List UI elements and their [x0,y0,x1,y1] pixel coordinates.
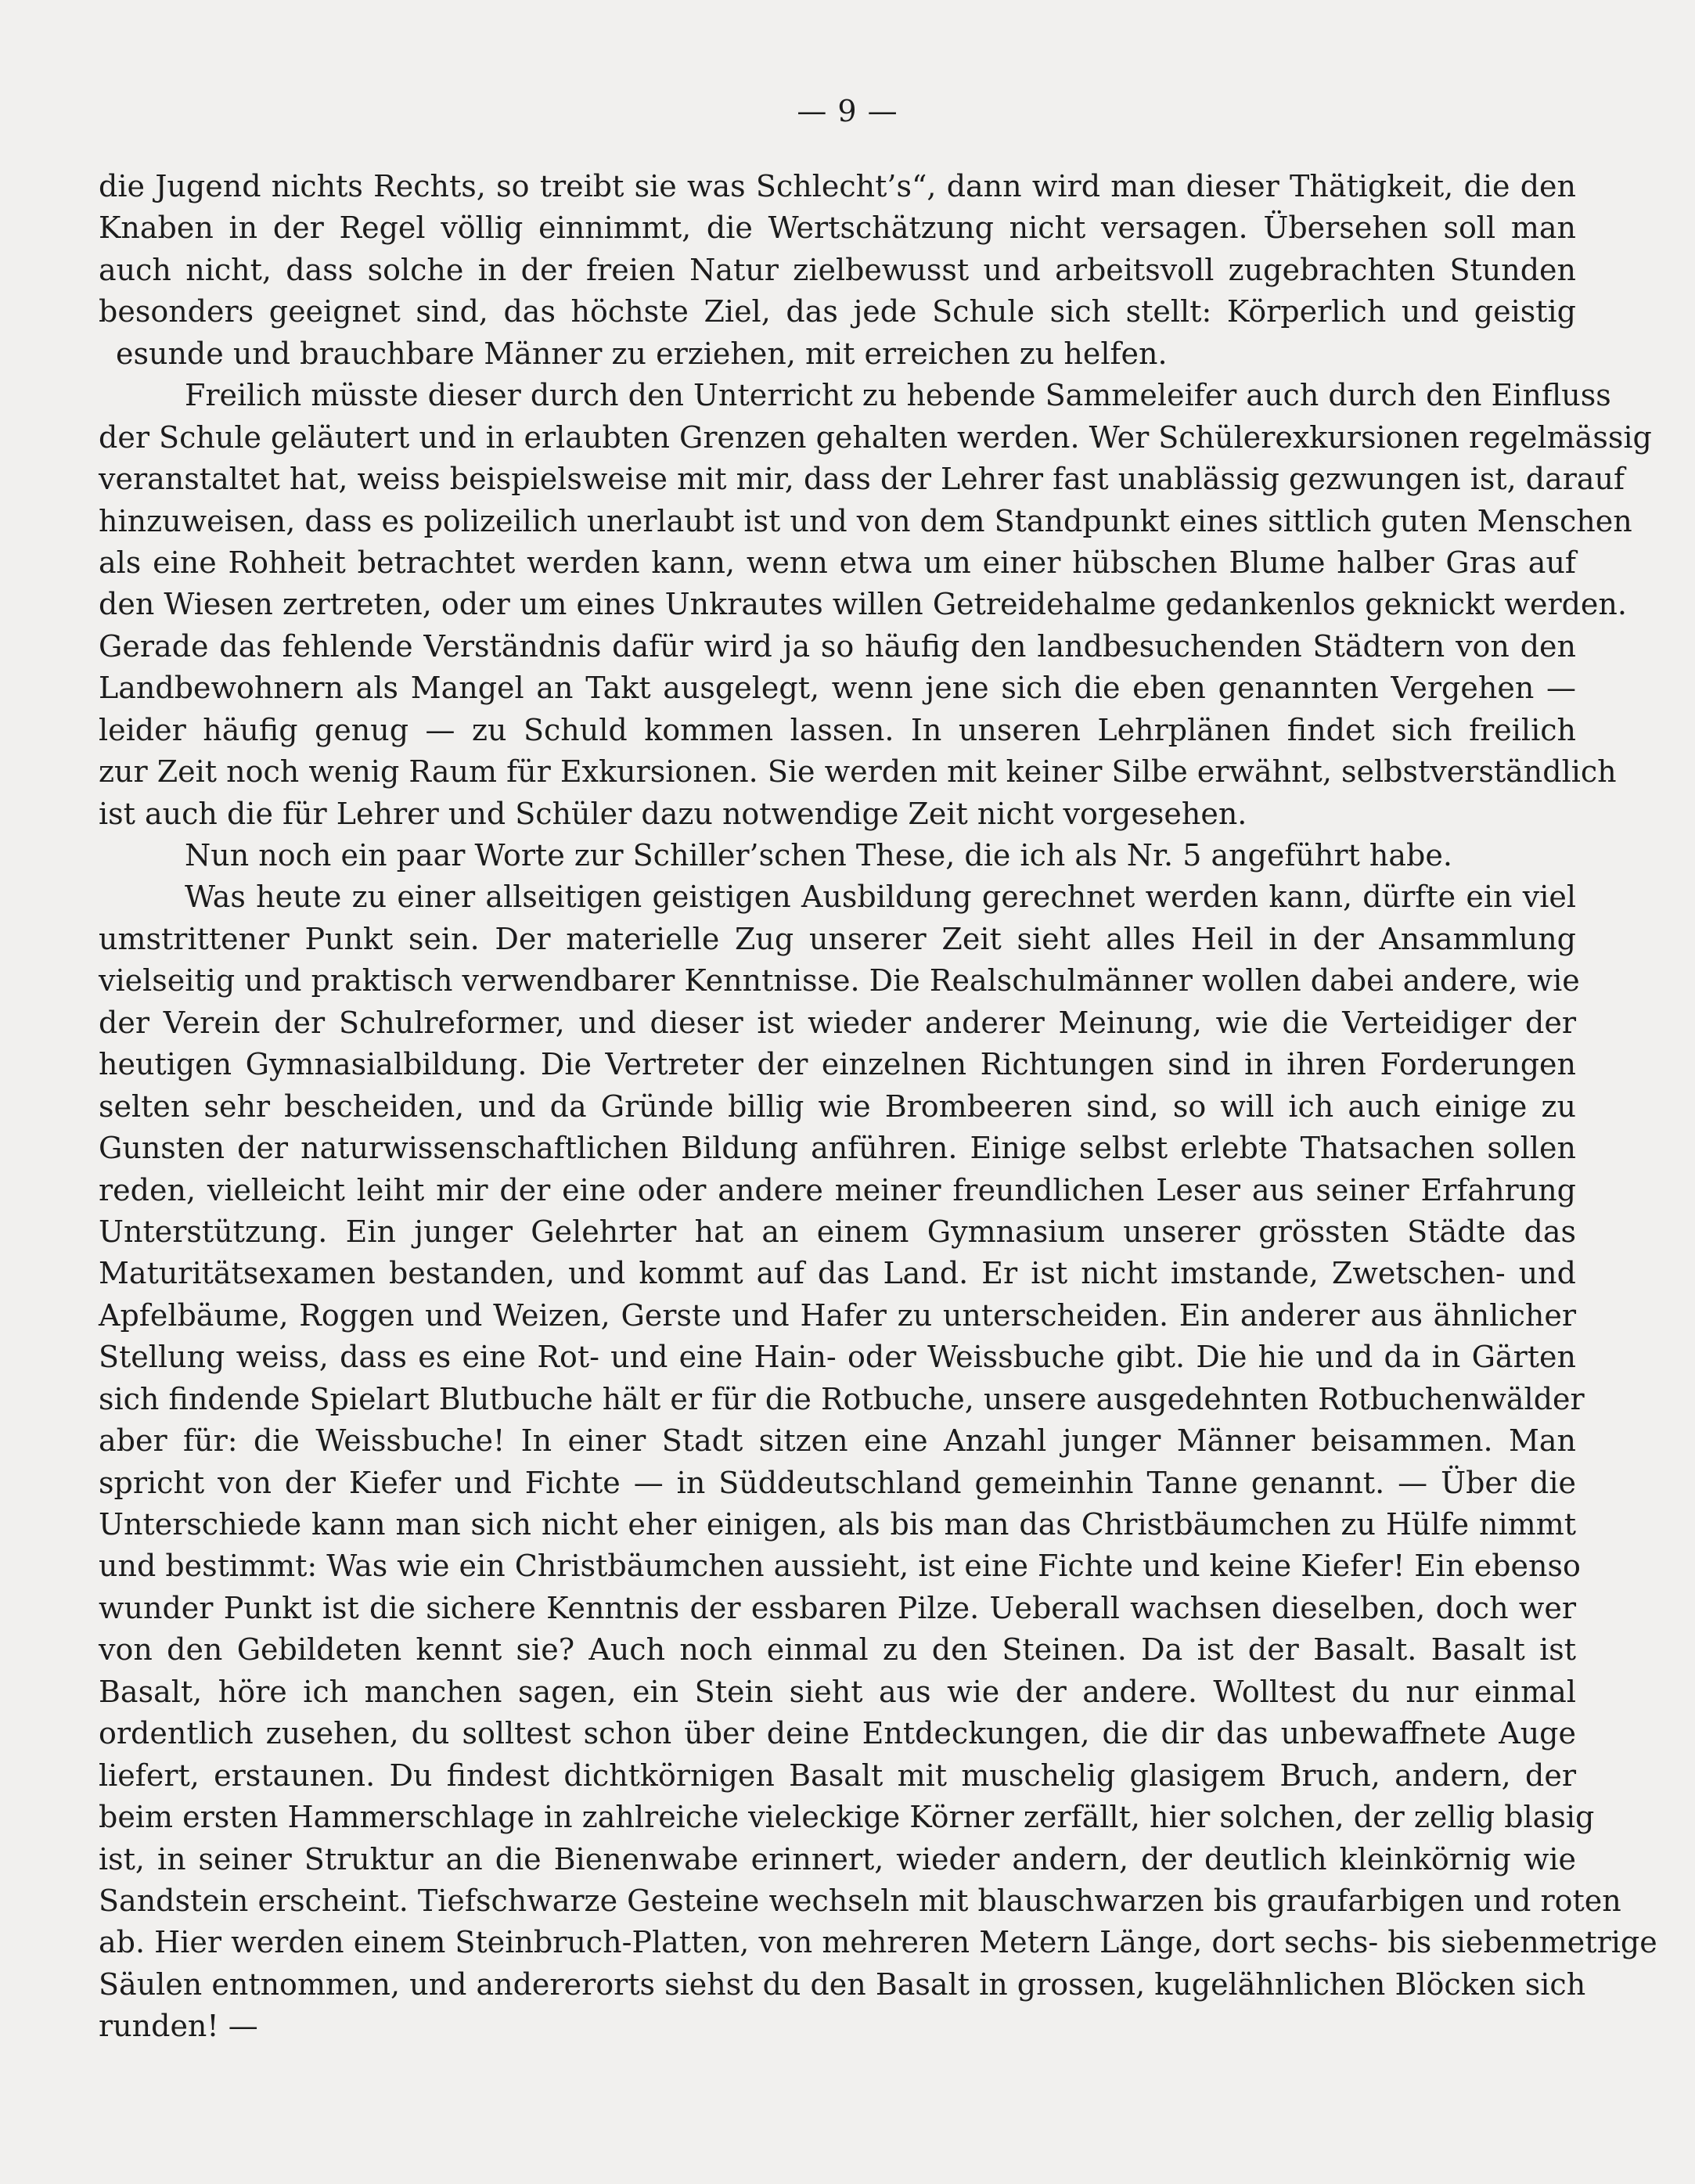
text-line: den Wiesen zertreten, oder um eines Unkrautes willen Getreidehalme gedankenlos geknickt werden. [99,587,1627,622]
text-line: Gunsten der naturwissenschaftlichen Bildung anführen. Einige selbst erlebte Thatsachen sollen [99,1131,1576,1166]
text-line: zur Zeit noch wenig Raum für Exkursionen. Sie werden mit keiner Silbe erwähnt, selbstverständlich [99,754,1617,790]
text-line: und bestimmt: Was wie ein Christbäumchen aussieht, ist eine Fichte und keine Kiefer! Ein ebenso [99,1549,1581,1584]
text-line: aber für: die Weissbuche! In einer Stadt sitzen eine Anzahl junger Männer beisammen. Man [99,1423,1576,1459]
text-line: liefert, erstaunen. Du findest dichtkörnigen Basalt mit muschelig glasigem Bruch, andern, der [99,1758,1576,1793]
text-line: spricht von der Kiefer und Fichte — in Süddeutschland gemeinhin Tanne genannt. — Über die [99,1465,1576,1500]
text-line: Unterschiede kann man sich nicht eher einigen, als bis man das Christbäumchen zu Hülfe nimmt [99,1507,1576,1542]
text-line: von den Gebildeten kennt sie? Auch noch einmal zu den Steinen. Da ist der Basalt. Basalt ist [99,1632,1576,1668]
text-line: Gerade das fehlende Verständnis dafür wird ja so häufig den landbesuchenden Städtern von den [99,628,1576,664]
text-line: Sandstein erscheint. Tiefschwarze Gesteine wechseln mit blauschwarzen bis graufarbigen und roten [99,1883,1621,1918]
text-line: Landbewohnern als Mangel an Takt ausgelegt, wenn jene sich die eben genannten Vergehen — [99,671,1576,706]
text-line: der Verein der Schulreformer, und dieser ist wieder anderer Meinung, wie die Verteidiger der [99,1005,1576,1040]
paragraph-start-line: Freilich müsste dieser durch den Unterricht zu hebende Sammeleifer auch durch den Einfluss [185,378,1611,413]
text-line: ab. Hier werden einem Steinbruch-Platten, von mehreren Metern Länge, dort sechs- bis siebenmetrige [99,1925,1657,1960]
text-line: auch nicht, dass solche in der freien Natur zielbewusst und arbeitsvoll zugebrachten Stunden [99,252,1576,287]
text-line: die Jugend nichts Rechts, so treibt sie was Schlecht’s“, dann wird man dieser Thätigkeit, die den [99,169,1576,203]
text-line: ist auch die für Lehrer und Schüler dazu notwendige Zeit nicht vorgesehen. [99,796,1247,831]
text-line: veranstaltet hat, weiss beispielsweise mit mir, dass der Lehrer fast unablässig gezwungen ist, darauf [99,462,1625,497]
text-line: heutigen Gymnasialbildung. Die Vertreter der einzelnen Richtungen sind in ihren Forderungen [99,1047,1576,1082]
text-line: Knaben in der Regel völlig einnimmt, die Wertschätzung nicht versagen. Übersehen soll man [99,210,1576,246]
paragraph-start-line: Nun noch ein paar Worte zur Schiller’schen These, die ich als Nr. 5 angeführt habe. [185,838,1452,873]
text-line: besonders geeignet sind, das höchste Ziel, das jede Schule sich stellt: Körperlich und geistig [99,294,1576,329]
text-line: leider häufig genug — zu Schuld kommen lassen. In unseren Lehrplänen findet sich freilich [99,712,1576,747]
text-line: beim ersten Hammerschlage in zahlreiche vieleckige Körner zerfällt, hier solchen, der zellig blasig [99,1800,1595,1835]
text-line: Unterstützung. Ein junger Gelehrter hat an einem Gymnasium unserer grössten Städte das [99,1214,1576,1249]
text-line: Basalt, höre ich manchen sagen, ein Stein sieht aus wie der andere. Wolltest du nur einmal [99,1674,1576,1709]
text-line: esunde und brauchbare Männer zu erziehen, mit erreichen zu helfen. [116,336,1168,371]
text-line: als eine Rohheit betrachtet werden kann, wenn etwa um einer hübschen Blume halber Gras auf [99,545,1576,580]
text-line: wunder Punkt ist die sichere Kenntnis der essbaren Pilze. Ueberall wachsen dieselben, doch wer [99,1590,1576,1625]
body-text [99,166,1657,2048]
text-line: sich findende Spielart Blutbuche hält er für die Rotbuche, unsere ausgedehnten Rotbuchenwälder [99,1381,1585,1416]
text-line: vielseitig und praktisch verwendbarer Kenntnisse. Die Realschulmänner wollen dabei andere, wie [99,963,1580,998]
page-number: — 9 — [797,94,898,128]
text-line: umstrittener Punkt sein. Der materielle Zug unserer Zeit sieht alles Heil in der Ansammlung [99,921,1576,956]
text-line: ordentlich zusehen, du solltest schon über deine Entdeckungen, die dir das unbewaffnete Auge [99,1716,1576,1751]
text-line: Maturitätsexamen bestanden, und kommt auf das Land. Er ist nicht imstande, Zwetschen- und [99,1256,1576,1291]
text-line: reden, vielleicht leiht mir der eine oder andere meiner freundlichen Leser aus seiner Erfahrung [99,1172,1576,1207]
text-line: runden! — [99,2009,258,2044]
text-line: Stellung weiss, dass es eine Rot- und eine Hain- oder Weissbuche gibt. Die hie und da in Gärten [99,1340,1576,1375]
text-line: Säulen entnommen, und andererorts siehst du den Basalt in grossen, kugelähnlichen Blöcken sich [99,1966,1586,2002]
text-line: der Schule geläutert und in erlaubten Grenzen gehalten werden. Wer Schülerexkursionen regelmässig [99,419,1652,455]
text-line: hinzuweisen, dass es polizeilich unerlaubt ist und von dem Standpunkt eines sittlich guten Menschen [99,503,1632,538]
text-line: selten sehr bescheiden, und da Gründe billig wie Brombeeren sind, so will ich auch einige zu [99,1088,1576,1124]
text-line: Apfelbäume, Roggen und Weizen, Gerste und Hafer zu unterscheiden. Ein anderer aus ähnlicher [99,1297,1576,1333]
paragraph-start-line: Was heute zu einer allseitigen geistigen Ausbildung gerechnet werden kann, dürfte ein viel [185,880,1576,915]
text-line: ist, in seiner Struktur an die Bienenwabe erinnert, wieder andern, der deutlich kleinkörnig wie [99,1841,1576,1876]
